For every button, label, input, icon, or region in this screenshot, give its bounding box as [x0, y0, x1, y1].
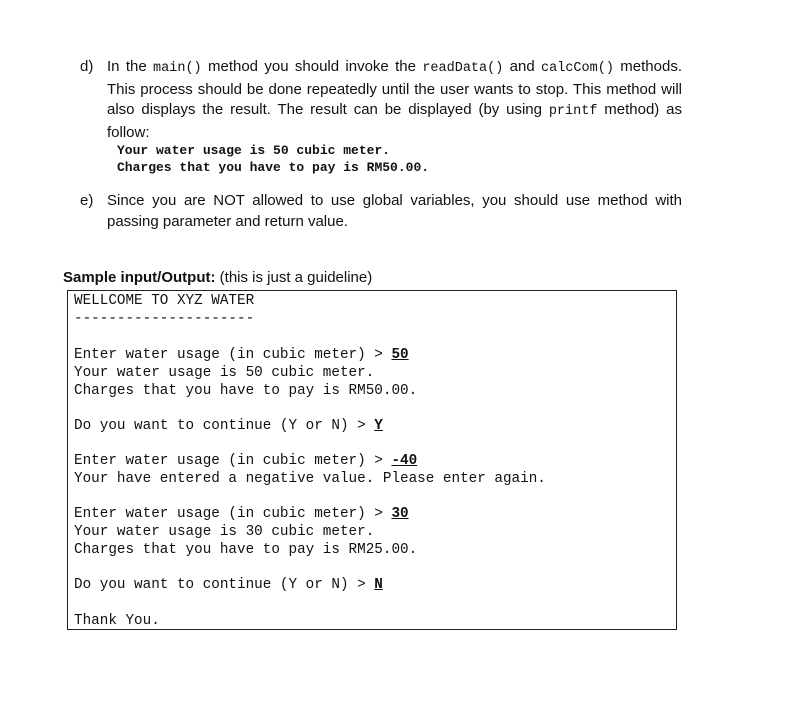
item-e-text: Since you are NOT allowed to use global variables, you should use method with passing parameter and return value. [107, 192, 682, 230]
item-d-text-part: method you should invoke the [201, 58, 423, 75]
console-title: WELLCOME TO XYZ WATER [74, 293, 255, 309]
code-calccom: calcCom() [541, 61, 614, 76]
item-d-text-part: In the [107, 58, 154, 75]
console-line: Your water usage is 50 cubic meter. [74, 365, 375, 381]
console-line [74, 576, 383, 594]
console-separator: --------------------- [74, 311, 255, 327]
item-d-text-part: and [503, 58, 542, 75]
console-farewell: Thank You. [74, 613, 160, 629]
console-line [74, 346, 409, 364]
usage-prompt: Enter water usage (in cubic meter) > [74, 347, 392, 363]
item-e [80, 191, 682, 232]
item-d-text-part: methods. This process should be done repeatedly until the user wants to stop. This method will also displays the result. The result can be displayed (by using [107, 58, 682, 118]
code-printf: printf [548, 104, 598, 119]
example-output-line: Your water usage is 50 cubic meter. [117, 143, 391, 158]
sample-heading-note: (this is just a guideline) [215, 269, 373, 286]
user-input: 30 [391, 506, 409, 522]
usage-prompt: Enter water usage (in cubic meter) > [74, 506, 392, 522]
user-input: N [374, 577, 383, 593]
code-main: main() [153, 61, 202, 76]
item-d-text-part: method) as follow: [107, 101, 682, 141]
usage-prompt: Enter water usage (in cubic meter) > [74, 453, 392, 469]
console-line [74, 505, 409, 523]
console-line [74, 452, 417, 470]
continue-prompt: Do you want to continue (Y or N) > [74, 418, 375, 434]
item-d [80, 57, 682, 176]
item-d-label: d) [80, 58, 94, 75]
user-input: 50 [391, 347, 409, 363]
user-input: -40 [391, 453, 418, 469]
item-d-text [107, 57, 682, 143]
console-line: Charges that you have to pay is RM25.00. [74, 542, 418, 558]
item-e-label: e) [80, 192, 94, 209]
console-line [74, 417, 383, 435]
user-input: Y [374, 418, 383, 434]
console-output-box [67, 290, 677, 630]
sample-heading [63, 269, 372, 286]
console-line: Charges that you have to pay is RM50.00. [74, 383, 418, 399]
sample-heading-bold: Sample input/Output: [63, 269, 216, 286]
console-line: Your water usage is 30 cubic meter. [74, 524, 375, 540]
example-output-line: Charges that you have to pay is RM50.00. [117, 159, 430, 175]
code-readdata: readData() [422, 61, 504, 76]
continue-prompt: Do you want to continue (Y or N) > [74, 577, 375, 593]
console-line: Your have entered a negative value. Please enter again. [74, 471, 546, 487]
